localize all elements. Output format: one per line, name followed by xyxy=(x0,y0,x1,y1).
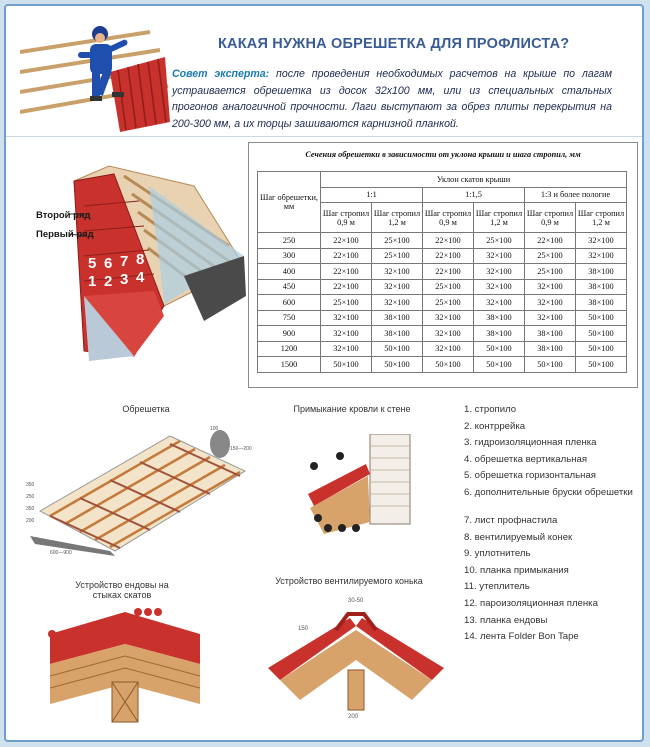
table-row xyxy=(258,295,627,311)
legend-item: 11. утеплитель xyxy=(464,581,530,593)
wall-junction-diagram xyxy=(304,434,416,544)
legend-list xyxy=(464,404,634,648)
header xyxy=(6,6,642,137)
lathing-step-cell: 450 xyxy=(258,279,321,295)
lathing-step-cell: 900 xyxy=(258,326,321,342)
lathing-step-cell: 400 xyxy=(258,264,321,280)
lathing-step-cell: 1500 xyxy=(258,357,321,373)
section-cell: 22×100 xyxy=(423,233,474,249)
section-cell: 38×100 xyxy=(525,326,576,342)
section-cell: 32×100 xyxy=(474,295,525,311)
section-cell: 38×100 xyxy=(372,310,423,326)
lathing-section-table xyxy=(248,142,638,388)
sub-header-12: Шаг стропил 1,2 м xyxy=(474,203,525,233)
section-cell: 50×100 xyxy=(576,357,627,373)
wall-junction-title: Примыкание кровли к стене xyxy=(293,404,411,414)
section-cell: 50×100 xyxy=(321,357,372,373)
section-cell: 32×100 xyxy=(474,264,525,280)
roof-sheet-rows-illustration xyxy=(14,146,249,371)
dim-200: 200 xyxy=(26,518,35,524)
legend-item: 12. пароизоляционная пленка xyxy=(464,597,598,609)
col-header-step: Шаг обрешетки, мм xyxy=(258,172,321,233)
section-cell: 32×100 xyxy=(372,264,423,280)
tile-number-1: 1 xyxy=(88,273,97,290)
tile-number-4: 4 xyxy=(136,269,145,286)
section-table xyxy=(257,171,627,373)
legend-item: 4. обрешетка вертикальная xyxy=(464,453,588,465)
sub-header-09: Шаг стропил 0,9 м xyxy=(525,203,576,233)
section-cell: 50×100 xyxy=(474,341,525,357)
section-cell: 32×100 xyxy=(321,326,372,342)
section-cell: 50×100 xyxy=(576,310,627,326)
ridge-dim-150: 150 xyxy=(298,626,309,632)
legend-item: 13. планка ендовы xyxy=(464,614,548,626)
legend-item: 1. стропило xyxy=(464,404,517,415)
dim-100: 100 xyxy=(210,426,219,432)
tile-number-6: 6 xyxy=(104,255,113,272)
section-cell: 32×100 xyxy=(525,310,576,326)
table-row xyxy=(258,326,627,342)
slope-header: Уклон скатов крыши xyxy=(321,172,627,188)
lathing-step-cell: 600 xyxy=(258,295,321,311)
section-cell: 25×100 xyxy=(474,233,525,249)
section-cell: 50×100 xyxy=(576,326,627,342)
ridge-diagram xyxy=(262,590,450,722)
section-cell: 50×100 xyxy=(372,357,423,373)
section-cell: 38×100 xyxy=(576,279,627,295)
section-cell: 25×100 xyxy=(423,295,474,311)
section-cell: 32×100 xyxy=(474,279,525,295)
tile-number-8: 8 xyxy=(136,251,145,268)
tile-number-2: 2 xyxy=(104,273,113,290)
label-first-row: Первый ряд xyxy=(36,229,94,240)
table-row xyxy=(258,357,627,373)
legend-item: 5. обрешетка горизонтальная xyxy=(464,470,596,482)
legend-item: 2. контррейка xyxy=(464,420,526,432)
section-cell: 50×100 xyxy=(372,341,423,357)
ridge-dim-30-50: 30-50 xyxy=(348,598,364,604)
section-cell: 22×100 xyxy=(423,248,474,264)
legend-item: 10. планка примыкания xyxy=(464,564,569,576)
section-cell: 32×100 xyxy=(474,248,525,264)
slope-1-3: 1:3 и более пологие xyxy=(525,187,627,203)
tile-number-7: 7 xyxy=(120,253,129,270)
ridge-dim-200: 200 xyxy=(348,714,359,720)
section-cell: 38×100 xyxy=(576,295,627,311)
section-cell: 32×100 xyxy=(321,310,372,326)
valley-diagram xyxy=(40,604,210,724)
sub-header-09: Шаг стропил 0,9 м xyxy=(423,203,474,233)
section-cell: 32×100 xyxy=(423,310,474,326)
section-cell: 32×100 xyxy=(372,295,423,311)
section-cell: 38×100 xyxy=(474,326,525,342)
section-cell: 32×100 xyxy=(525,295,576,311)
lathing-step-cell: 750 xyxy=(258,310,321,326)
section-cell: 32×100 xyxy=(525,279,576,295)
lathing-diagram xyxy=(20,416,252,556)
dim-600-900: 600—900 xyxy=(50,550,72,556)
section-cell: 38×100 xyxy=(372,326,423,342)
lathing-diagram-title: Обрешетка xyxy=(122,404,170,414)
section-cell: 32×100 xyxy=(576,248,627,264)
section-cell: 25×100 xyxy=(423,279,474,295)
section-cell: 22×100 xyxy=(423,264,474,280)
legend-item: 8. вентилируемый конек xyxy=(464,531,573,543)
section-cell: 32×100 xyxy=(423,326,474,342)
section-cell: 32×100 xyxy=(423,341,474,357)
section-cell: 38×100 xyxy=(576,264,627,280)
expert-tip-text: после проведения необходимых расчетов на крыше по лагам устраивается обрешетка из досок 32х100 мм, или из специальных стальных прогонов аналогичной прочности. Лаги выступают за обрез плиты перекрытия на 200-300 мм, а их торцы зашиваются карнизной планкой. xyxy=(172,68,612,130)
table-row xyxy=(258,310,627,326)
valley-title: Устройство ендовы на стыках скатов xyxy=(75,580,169,600)
table-row xyxy=(258,341,627,357)
expert-tip-lead: Совет эксперта: xyxy=(172,68,270,80)
dim-250: 250 xyxy=(26,494,35,500)
section-cell: 22×100 xyxy=(321,233,372,249)
table-row xyxy=(258,279,627,295)
lathing-step-cell: 300 xyxy=(258,248,321,264)
ridge-title: Устройство вентилируемого конька xyxy=(275,576,423,586)
legend-item: 9. уплотнитель xyxy=(464,548,531,560)
section-cell: 25×100 xyxy=(372,233,423,249)
section-cell: 38×100 xyxy=(525,341,576,357)
tile-number-3: 3 xyxy=(120,271,129,288)
table-row xyxy=(258,264,627,280)
section-cell: 50×100 xyxy=(474,357,525,373)
section-cell: 22×100 xyxy=(321,248,372,264)
section-cell: 22×100 xyxy=(321,264,372,280)
table-caption: Сечения обрешетки в зависимости от уклона крыши и шага стропил, мм xyxy=(305,150,581,159)
legend-item: 3. гидроизоляционная пленка xyxy=(464,437,597,449)
section-cell: 25×100 xyxy=(525,248,576,264)
label-second-row: Второй ряд xyxy=(36,210,91,221)
section-cell: 22×100 xyxy=(321,279,372,295)
section-cell: 22×100 xyxy=(525,233,576,249)
table-row xyxy=(258,233,627,249)
section-cell: 32×100 xyxy=(321,341,372,357)
sub-header-12: Шаг стропил 1,2 м xyxy=(576,203,627,233)
lathing-step-cell: 250 xyxy=(258,233,321,249)
dim-150-200: 150—200 xyxy=(230,446,252,452)
section-cell: 32×100 xyxy=(576,233,627,249)
legend-item: 7. лист профнастила xyxy=(464,514,558,526)
dim-350-b: 350 xyxy=(26,506,35,512)
tile-number-5: 5 xyxy=(88,255,97,272)
expert-tip xyxy=(172,66,612,132)
dim-350-a: 350 xyxy=(26,482,35,488)
roofer-illustration xyxy=(20,12,170,132)
section-cell: 50×100 xyxy=(525,357,576,373)
legend-item: 6. дополнительные бруски обрешетки xyxy=(464,486,633,498)
section-cell: 25×100 xyxy=(525,264,576,280)
table-row xyxy=(258,248,627,264)
slope-1-1: 1:1 xyxy=(321,187,423,203)
legend-item: 14. лента Folder Bon Tape xyxy=(464,631,579,643)
infographic-card xyxy=(4,4,644,742)
section-cell: 25×100 xyxy=(321,295,372,311)
section-cell: 50×100 xyxy=(423,357,474,373)
sub-header-12: Шаг стропил 1,2 м xyxy=(372,203,423,233)
section-cell: 38×100 xyxy=(474,310,525,326)
page-title: КАКАЯ НУЖНА ОБРЕШЕТКА ДЛЯ ПРОФЛИСТА? xyxy=(218,36,570,52)
sub-header-09: Шаг стропил 0,9 м xyxy=(321,203,372,233)
section-cell: 25×100 xyxy=(372,248,423,264)
lathing-step-cell: 1200 xyxy=(258,341,321,357)
section-cell: 32×100 xyxy=(372,279,423,295)
slope-1-1-5: 1:1,5 xyxy=(423,187,525,203)
section-cell: 50×100 xyxy=(576,341,627,357)
